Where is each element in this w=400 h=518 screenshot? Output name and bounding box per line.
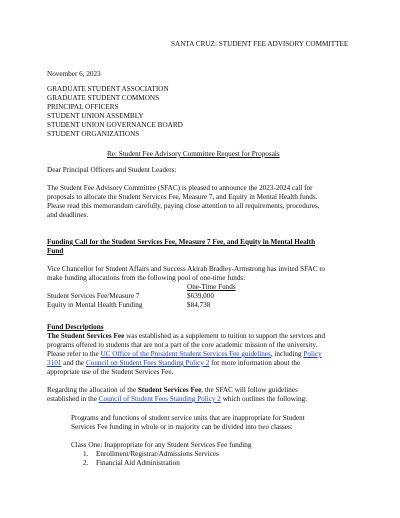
vc-line: Vice Chancellor for Student Affairs and Success Akirah Bradley-Armstrong has invited SFAC to xyxy=(47,265,325,273)
desc-text: for more information about the xyxy=(209,359,301,367)
recipient: GRADUATE STUDENT COMMONS xyxy=(47,94,160,102)
desc-text: , including xyxy=(270,350,304,358)
salutation: Dear Principal Officers and Student Leaders: xyxy=(47,166,177,174)
regarding-text: Regarding the allocation of the xyxy=(47,386,138,394)
recipient: STUDENT UNION ASSEMBLY xyxy=(47,112,144,120)
list-item-number: 2. xyxy=(83,459,89,467)
bold-term: Student Services Fee xyxy=(137,386,202,394)
regarding-line xyxy=(47,386,298,395)
programs-line: Programs and functions of student service units that are inappropriate for Student xyxy=(71,414,305,422)
list-item: Financial Aid Administration xyxy=(96,459,180,467)
desc-text: was established as a supplement to tuition to support the services and xyxy=(124,332,326,340)
funds-row-label: Equity in Mental Health Funding xyxy=(47,301,143,309)
desc-line: programs offered to students that are not a part of the core academic mission of the university. xyxy=(47,341,318,349)
regarding-text: which outlines the following: xyxy=(220,395,308,403)
regarding-text: established in the xyxy=(47,395,99,403)
intro-line: The Student Fee Advisory Committee (SFAC) is pleased to announce the 2023-2024 call for xyxy=(47,184,313,192)
funds-row-amount: $84,738 xyxy=(187,301,211,309)
recipient: STUDENT UNION GOVERNANCE BOARD xyxy=(47,121,183,129)
intro-line: proposals to allocate the Student Services Fee, Measure 7, and Equity in Mental Health funds. xyxy=(47,193,318,201)
desc-line xyxy=(47,350,322,359)
memo-date: November 6, 2023 xyxy=(47,70,101,78)
desc-line xyxy=(47,359,300,368)
regarding-line xyxy=(47,395,307,404)
desc-text: and the xyxy=(61,359,86,367)
desc-line xyxy=(47,332,325,341)
fund-descriptions-heading: Fund Descriptions xyxy=(47,323,104,331)
desc-text: Please refer to the xyxy=(47,350,101,358)
policy-3101-link-cont[interactable]: 3101 xyxy=(47,359,62,367)
funds-row-amount: $639,000 xyxy=(187,292,214,300)
standing-policy-2-link[interactable]: Council on Student Fees Standing Policy 2 xyxy=(85,359,210,367)
vc-line: make funding allocations from the following pool of one-time funds: xyxy=(47,274,246,282)
recipient: PRINCIPAL OFFICERS xyxy=(47,103,119,111)
intro-line: Please read this memorandum carefully, paying close attention to all requirements, procedures, xyxy=(47,202,320,210)
letterhead: SANTA CRUZ: STUDENT FEE ADVISORY COMMITTEE xyxy=(171,40,349,48)
funds-table-header: One-Time Funds xyxy=(187,283,236,291)
subject-line: Re: Student Fee Advisory Committee Request for Proposals xyxy=(107,150,280,158)
ucop-guidelines-link[interactable]: UC Office of the President Student Services Fee guidelines xyxy=(100,350,271,358)
intro-line: and deadlines. xyxy=(47,211,89,219)
policy-3101-link[interactable]: Policy xyxy=(303,350,322,358)
recipient: GRADUATE STUDENT ASSOCIATION xyxy=(47,85,169,93)
programs-line: Services Fee funding in whole or in majority can be divided into two classes: xyxy=(71,423,293,431)
list-item-number: 1. xyxy=(83,450,89,458)
class-one-heading: Class One: Inappropriate for any Student Services Fee funding xyxy=(71,441,252,449)
desc-line: appropriate use of the Student Services Fee. xyxy=(47,368,174,376)
council-policy-2-link[interactable]: Council of Student Fees Standing Policy 2 xyxy=(98,395,221,403)
regarding-text: , the SFAC will follow guidelines xyxy=(201,386,298,394)
heading-line: Funding Call for the Student Services Fee, Measure 7 Fee, and Equity in Mental Health xyxy=(47,238,316,246)
heading-line: Fund xyxy=(47,247,64,255)
list-item: Enrollment/Registrar/Admissions Services xyxy=(96,450,219,458)
recipient: STUDENT ORGANIZATIONS xyxy=(47,130,140,138)
funds-row-label: Student Services Fee/Measure 7 xyxy=(47,292,140,300)
bold-term: The Student Services Fee xyxy=(47,332,125,340)
